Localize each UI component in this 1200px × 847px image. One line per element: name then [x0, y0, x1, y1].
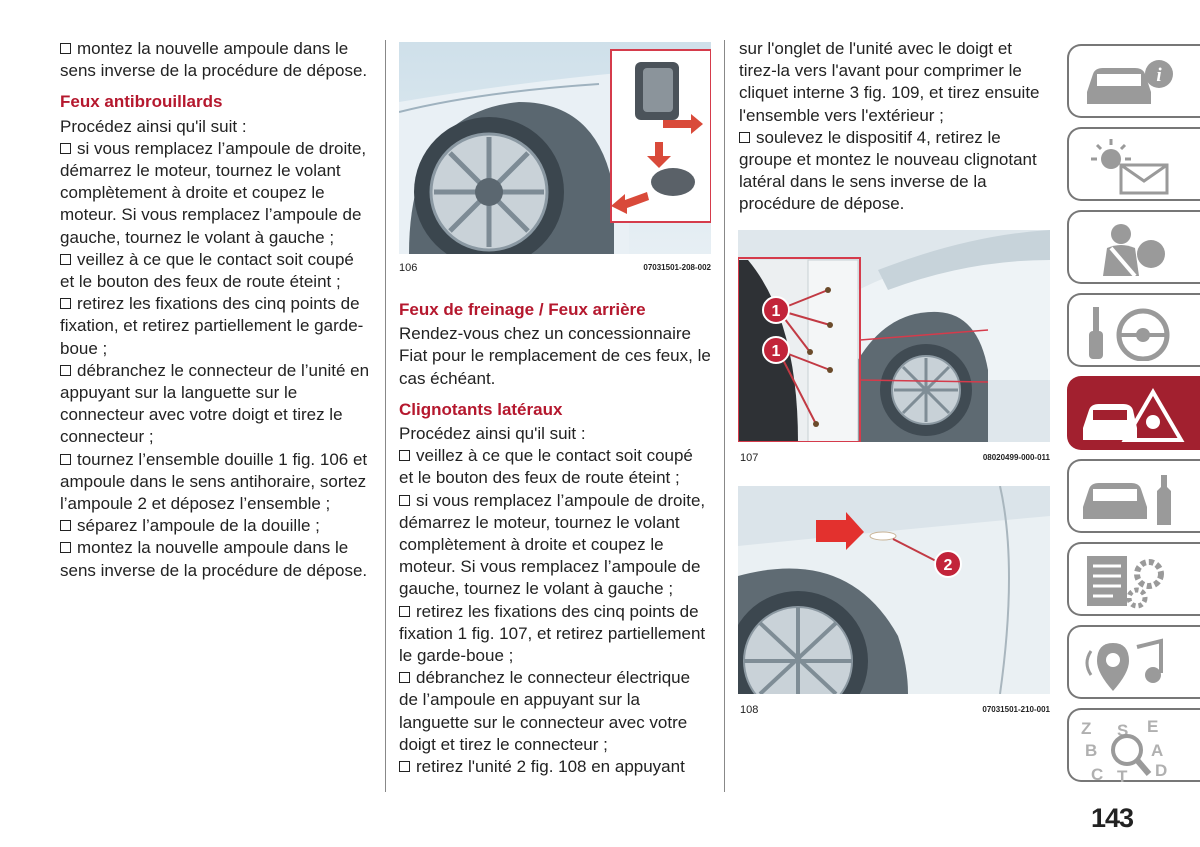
checkbox-bullet-icon	[399, 672, 410, 683]
figure-number: 106	[399, 262, 418, 274]
hazard-emergency-icon	[1077, 384, 1187, 444]
alphabet-index-icon	[1077, 716, 1187, 782]
checkbox-bullet-icon	[60, 454, 71, 465]
callout-1-upper	[763, 297, 789, 323]
step: si vous remplacez l’ampoule de droite, démarrez le moteur, tournez le volant complètement à droite et coupez le moteur. Si vous remplacez l’ampoule de gauche, tournez le volant à gauche ;	[399, 490, 706, 599]
step: séparez l’ampoule de la douille ;	[60, 515, 372, 537]
step: retirez les fixations des cinq points de fixation, et retirez partiellement le garde-boue ;	[60, 294, 364, 358]
svg-text:B: B	[1085, 741, 1098, 760]
step: veillez à ce que le contact soit coupé et le bouton des feux de route éteint ;	[399, 446, 693, 488]
svg-text:1: 1	[771, 343, 781, 360]
checkbox-bullet-icon	[60, 143, 71, 154]
checkbox-bullet-icon	[60, 542, 71, 553]
step: montez la nouvelle ampoule dans le sens inverse de la procédure de dépose.	[60, 538, 368, 580]
step: soulevez le dispositif 4, retirez le groupe et montez le nouveau clignotant latéral dans le sens inverse de la procédure de dépose.	[739, 127, 1037, 214]
step: retirez l'unité 2 fig. 108 en appuyant	[399, 756, 711, 778]
multimedia-icon	[1077, 633, 1187, 693]
figure-108-caption	[740, 704, 1050, 716]
car-info-icon	[1077, 52, 1187, 112]
svg-text:S: S	[1117, 721, 1129, 740]
callout-2	[935, 551, 961, 577]
checkbox-bullet-icon	[399, 495, 410, 506]
paragraph: Rendez-vous chez un concessionnaire Fiat pour le remplacement de ces feux, le cas échéant.	[399, 324, 711, 388]
paragraph: Procédez ainsi qu'il suit :	[399, 424, 586, 444]
checkbox-bullet-icon	[60, 254, 71, 265]
svg-text:E: E	[1147, 717, 1159, 736]
key-steering-icon	[1077, 301, 1187, 361]
page-number: 143	[1091, 803, 1134, 833]
tab-technical-data[interactable]	[1067, 542, 1200, 616]
checkbox-bullet-icon	[739, 132, 750, 143]
figure-107-image	[738, 230, 1050, 442]
tab-index[interactable]	[1067, 708, 1200, 782]
figure-code: 07031501-210-001	[982, 705, 1050, 714]
svg-text:1: 1	[771, 303, 781, 320]
car-front-wheel-illustration	[399, 42, 711, 254]
document-gear-icon	[1077, 550, 1187, 610]
figure-number: 108	[740, 704, 759, 716]
tab-emergency[interactable]	[1067, 376, 1200, 450]
tab-multimedia[interactable]	[1067, 625, 1200, 699]
checkbox-bullet-icon	[399, 450, 410, 461]
paragraph: sur l'onglet de l'unité avec le doigt et tirez-la vers l'avant pour comprimer le cliquet interne 3 fig. 109, et tirez ensuite l'ensemble vers l'extérieur ;	[739, 39, 1040, 125]
step: si vous remplacez l’ampoule de droite, démarrez le moteur, tournez le volant complètement à droite et coupez le moteur. Si vous remplacez l’ampoule de gauche, tournez le volant à gauche ;	[60, 138, 367, 247]
tab-driving[interactable]	[1067, 293, 1200, 367]
svg-text:C: C	[1091, 765, 1104, 782]
column-1	[60, 38, 372, 582]
section-heading-side-indicators: Clignotants latéraux	[399, 399, 563, 419]
checkbox-bullet-icon	[60, 520, 71, 531]
car-side-fender-illustration	[738, 230, 1050, 442]
airbag-safety-icon	[1077, 218, 1187, 278]
step: retirez les fixations des cinq points de fixation 1 fig. 107, et retirez partiellement le garde-boue ;	[399, 601, 706, 666]
checkbox-bullet-icon	[399, 761, 410, 772]
svg-text:A: A	[1151, 741, 1164, 760]
car-wrench-icon	[1077, 467, 1187, 527]
column-divider	[724, 40, 725, 792]
step: tournez l’ensemble douille 1 fig. 106 et ampoule dans le sens antihoraire, sortez l’ampoule 2 et déposez l’ensemble ;	[60, 449, 368, 514]
figure-106-caption	[399, 262, 711, 274]
step: débranchez le connecteur de l’unité en appuyant sur la languette sur le connecteur avec votre doigt et tirez le connecteur ;	[60, 360, 370, 447]
tab-safety[interactable]	[1067, 210, 1200, 284]
side-indicator-illustration	[738, 486, 1050, 694]
checkbox-bullet-icon	[60, 365, 71, 376]
tab-car-info[interactable]	[1067, 44, 1200, 118]
section-heading-brake-lights: Feux de freinage / Feux arrière	[399, 300, 646, 319]
figure-number: 107	[740, 452, 759, 464]
column-2	[399, 299, 711, 778]
column-divider	[385, 40, 386, 792]
callout-1-lower	[763, 337, 789, 363]
checkbox-bullet-icon	[60, 43, 71, 54]
figure-code: 07031501-208-002	[643, 263, 711, 272]
step: veillez à ce que le contact soit coupé et le bouton des feux de route éteint ;	[60, 249, 354, 292]
tab-maintenance[interactable]	[1067, 459, 1200, 533]
figure-107-caption	[740, 452, 1050, 464]
figure-108-image	[738, 486, 1050, 694]
svg-text:D: D	[1155, 761, 1168, 780]
paragraph: montez la nouvelle ampoule dans le sens inverse de la procédure de dépose.	[60, 39, 368, 81]
svg-text:T: T	[1117, 767, 1128, 782]
svg-text:i: i	[1156, 65, 1162, 86]
column-3	[739, 38, 1051, 216]
figure-code: 08020499-000-011	[982, 453, 1050, 462]
svg-text:2: 2	[943, 557, 953, 574]
checkbox-bullet-icon	[60, 298, 71, 309]
tab-lights[interactable]	[1067, 127, 1200, 201]
section-heading-fog-lights: Feux antibrouillards	[60, 92, 223, 112]
paragraph: Procédez ainsi qu'il suit :	[60, 116, 247, 136]
figure-106-image	[399, 42, 711, 254]
step: débranchez le connecteur électrique de l’ampoule en appuyant sur la languette sur le connecteur avec votre doigt et tirez le connecteur ;	[399, 668, 691, 754]
lights-mail-icon	[1077, 135, 1187, 195]
svg-text:Z: Z	[1081, 719, 1092, 738]
checkbox-bullet-icon	[399, 606, 410, 617]
